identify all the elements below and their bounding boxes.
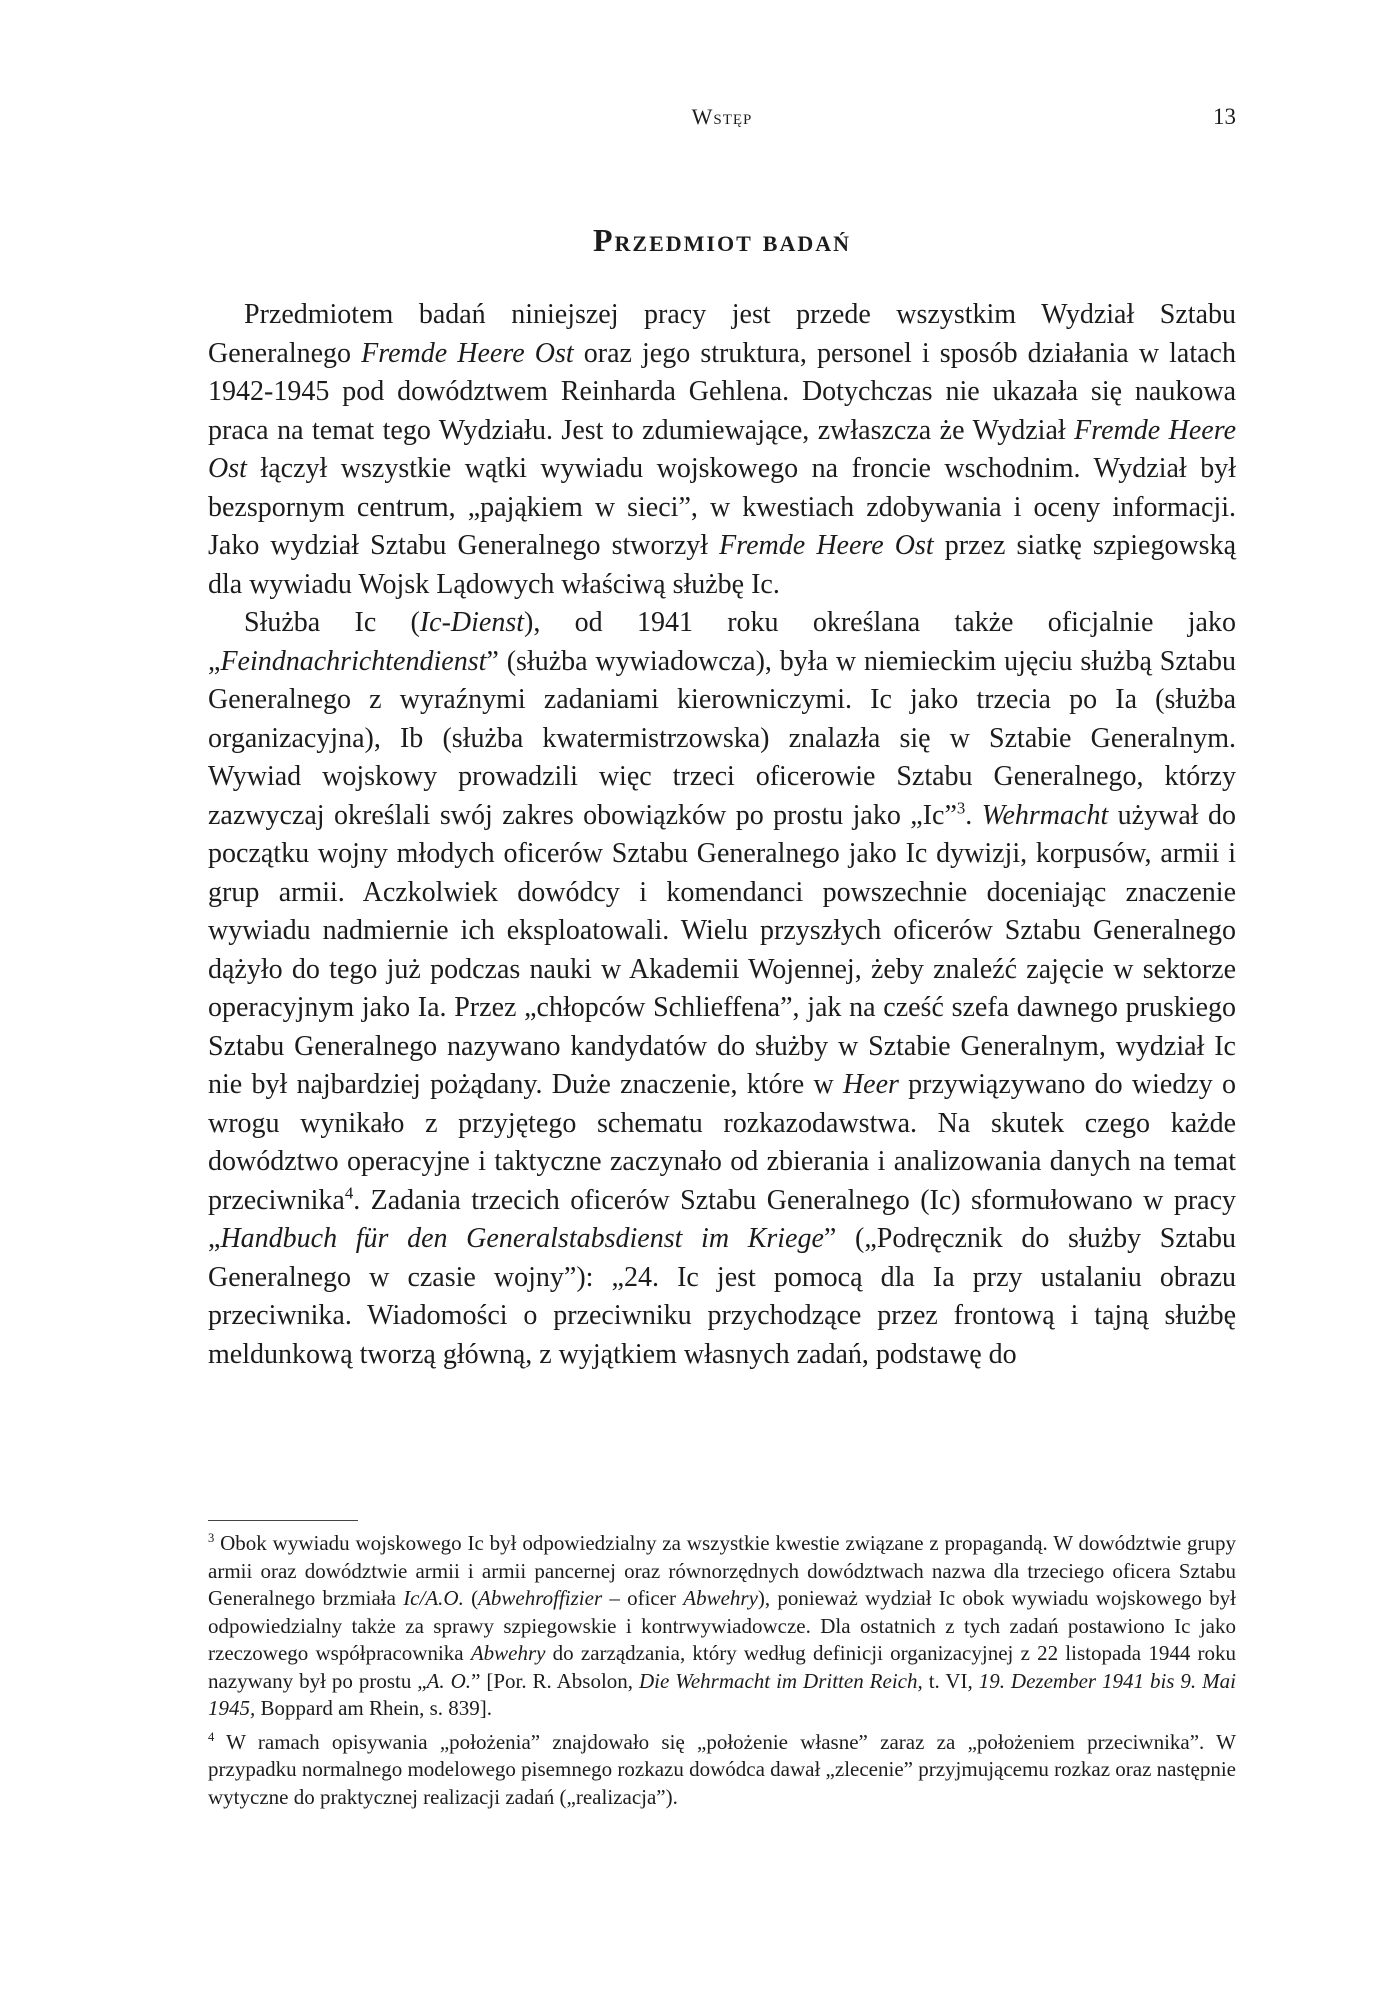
footnote: [208, 1530, 1236, 1723]
body-text: [208, 296, 1236, 1374]
footnote-marker: 4: [208, 1729, 215, 1744]
italic-phrase: Feindnachrichtendienst: [220, 645, 487, 677]
text-run: . Zadania trzecich oficerów Sztabu Generalnego (Ic) sformułowano w pracy „: [208, 1184, 1236, 1254]
italic-phrase: Die Wehrmacht im Dritten Reich,: [638, 1668, 923, 1693]
running-head: [208, 104, 1236, 134]
text-run: ), od 1941 roku określana także oficjalnie jako „: [208, 607, 1236, 677]
footnote-marker: 4: [344, 1183, 354, 1203]
text-run: przez siatkę szpiegowską dla wywiadu Wojsk Lądowych właściwą służbę Ic.: [208, 530, 1237, 600]
text-run: ” (służba wywiadowcza), była w niemieckim ujęciu służbą Sztabu Generalnego z wyraźnymi zadaniami kierowniczymi. Ic jako trzecia po Ia (służba organizacyjna), Ib (służba kwatermistrzowska) znalazła się w Sztabie Generalnym. Wywiad wojskowy prowadzili więc trzeci oficerowie Sztabu Generalnego, którzy zazwyczaj określali swój zakres obowiązków po prostu jako „Ic”: [208, 645, 1236, 831]
italic-phrase: Ic-Dienst: [419, 607, 525, 638]
text-run: ” („Podręcznik do służby Sztabu Generalnego w czasie wojny”): „24. Ic jest pomocą dla Ia przy ustalaniu obrazu przeciwnika. Wiadomości o przeciwniku przychodzące przez frontową i tajną służbę meldunkową tworzą główną, z wyjątkiem własnych zadań, podstawę do: [208, 1223, 1236, 1370]
italic-phrase: 19. Dezember 1941 bis 9. Mai 1945,: [208, 1668, 1236, 1720]
footnotes: [208, 1530, 1236, 1817]
italic-phrase: Ic/A.O.: [403, 1586, 464, 1610]
text-run: ), ponieważ wydział Ic obok wywiadu wojskowego był odpowiedzialny także za sprawy szpiegowskie i kontrwywiadowcze. Dla ostatnich z tych zadań postawiono Ic jako rzeczowego współpracownika: [208, 1586, 1236, 1665]
italic-phrase: Wehrmacht: [981, 799, 1109, 831]
text-run: oraz jego struktura, personel i sposób działania w latach 1942-1945 pod dowództwem Reinharda Gehlena. Dotychczas nie ukazała się naukowa praca na temat tego Wydziału. Jest to zdumiewające, zwłaszcza że Wydział: [208, 337, 1236, 446]
text-run: używał do początku wojny młodych oficerów Sztabu Generalnego jako Ic dywizji, korpusów, armii i grup armii. Aczkolwiek dowódcy i komendanci powszechnie doceniając znaczenie wywiadu nadmiernie ich eksploatowali. Wielu przyszłych oficerów Sztabu Generalnego dążyło do tego już podczas nauki w Akademii Wojennej, żeby znaleźć zajęcie w sektorze operacyjnym jako Ia. Przez „chłopców Schlieffena”, jak na cześć szefa dawnego pruskiego Sztabu Generalnego nazywano kandydatów do służby w Sztabie Generalnym, wydział Ic nie był najbardziej pożądany. Duże znaczenie, które w: [208, 799, 1236, 1100]
footnote-marker: 3: [956, 798, 966, 818]
footnote-separator: [208, 1520, 358, 1521]
text-run: do zarządzania, który według definicji organizacyjnej z 22 listopada 1944 roku nazywany był po prostu „: [208, 1641, 1237, 1693]
footnote: [208, 1729, 1236, 1812]
italic-phrase: Abwehroffizier: [478, 1586, 603, 1610]
page-number: 13: [1213, 104, 1236, 129]
text-run: W ramach opisywania „położenia” znajdowało się „położenie własne” zaraz za „położeniem przeciwnika”. W przypadku normalnego modelowego pisemnego rozkazu dowódca dawał „zlecenie” przyjmującemu rozkaz oraz następnie wytyczne do praktycznej realizacji zadań („realizacja”).: [208, 1729, 1236, 1809]
text-run: – oficer: [602, 1586, 684, 1610]
text-run: (: [463, 1586, 479, 1610]
italic-phrase: Abwehry: [683, 1586, 758, 1610]
text-run: łączył wszystkie wątki wywiadu wojskowego na froncie wschodnim. Wydział był bezspornym centrum, „pająkiem w sieci”, w kwestiach zdobywania i oceny informacji. Jako wydział Sztabu Generalnego stworzył: [208, 453, 1236, 561]
italic-phrase: Heer: [842, 1069, 899, 1100]
text-run: Przedmiotem badań niniejszej pracy jest przede wszystkim Wydział Sztabu Generalnego: [208, 299, 1236, 369]
text-run: przywiązywano do wiedzy o wrogu wynikało z przyjętego schematu rozkazodawstwa. Na skutek czego każde dowództwo operacyjne i taktyczne zaczynało od zbierania i analizowania danych na temat przeciwnika: [208, 1069, 1236, 1216]
paragraph: [208, 296, 1236, 604]
footnote-marker: 3: [208, 1531, 215, 1545]
italic-phrase: Fremde Heere Ost: [208, 414, 1236, 484]
italic-phrase: Fremde Heere Ost: [361, 337, 574, 369]
text-run: Obok wywiadu wojskowego Ic był odpowiedzialny za wszystkie kwestie związane z propagandą. W dowództwie grupy armii oraz dowództwie armii i armii pancernej oraz równorzędnych dowództwach nazwa dla trzeciego oficera Sztabu Generalnego brzmiała: [208, 1531, 1236, 1610]
text-run: t. VI,: [922, 1668, 979, 1693]
italic-phrase: Abwehry: [470, 1641, 546, 1665]
italic-phrase: Handbuch für den Generalstabsdienst im Kriege: [220, 1223, 824, 1254]
section-title: Przedmiot badań: [592, 222, 851, 258]
text-run: ” [Por. R. Absolon,: [471, 1668, 639, 1693]
text-run: .: [965, 799, 982, 831]
running-title: Wstęp: [691, 104, 753, 129]
italic-phrase: A. O.: [426, 1668, 472, 1693]
text-run: Boppard am Rhein, s. 839].: [255, 1696, 493, 1720]
paragraph: [208, 604, 1236, 1374]
text-run: Służba Ic (: [244, 607, 420, 638]
italic-phrase: Fremde Heere Ost: [719, 530, 934, 561]
